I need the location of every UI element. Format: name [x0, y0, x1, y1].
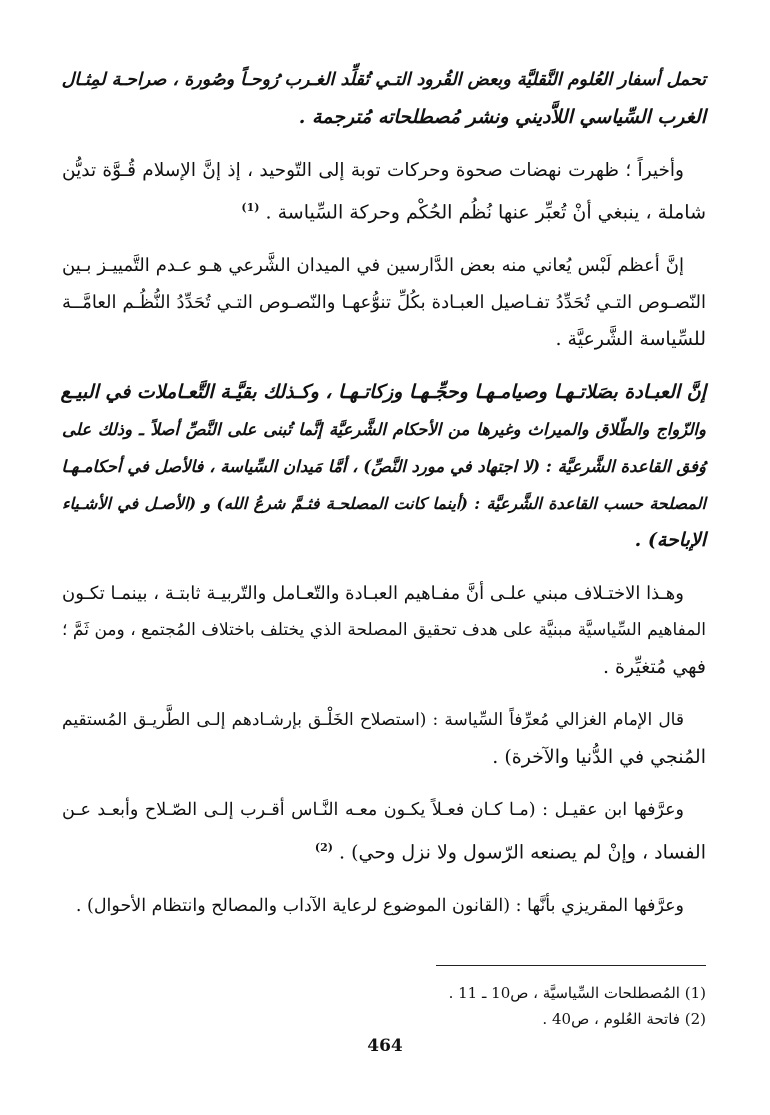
text-line	[62, 189, 706, 231]
text-line: قال الإمام الغزالي مُعرِّفاً السِّياسة : (استصلاح الخَلْـق بإرشـادهم إلـى الطَّريـق المُستقيم	[62, 710, 684, 731]
text-line	[62, 829, 706, 871]
paragraph-5	[62, 575, 706, 686]
text-line: للسِّياسة الشَّرعيَّة .	[555, 328, 706, 351]
text-line: المُنجي في الدُّنيا والآخرة) .	[492, 746, 706, 769]
text-line: وعرَّفها ابن عقيـل : (مـا كـان فعـلاً يكـون معـه النَّـاس أقـرب إلـى الصّـلاح وأبعـد عـن	[62, 800, 684, 821]
paragraph-6	[62, 702, 706, 776]
text-segment: شاملة ، ينبغي أنْ تُعبِّر عنها نُظُم الحُكْم وحركة السِّياسة .	[265, 201, 706, 224]
paragraph-1	[62, 62, 706, 136]
text-line: المصلحة حسب القاعدة الشَّرعيَّة : (أينما كانت المصلحـة فثـمَّ شرعُ الله) و (الأصـل في الأشـياء	[62, 494, 706, 514]
paragraph-4	[62, 374, 706, 559]
footnote-ref-1: (1)	[241, 201, 260, 214]
page-number: 464	[367, 1036, 403, 1056]
text-line: وعرَّفها المقريزي بأنَّها : (القانون الموضوع لرعاية الآداب والمصالح وانتظام الأحوال) .	[75, 895, 684, 916]
text-line: الغرب السِّياسي اللاَّديني ونشر مُصطلحاته مُترجمة .	[298, 106, 706, 128]
footnote-divider	[436, 965, 706, 966]
text-line: الإباحة) .	[634, 529, 706, 552]
paragraph-8	[62, 888, 706, 925]
paragraph-7	[62, 792, 706, 871]
text-line: النّصـوص التـي تُحَدِّدُ تفـاصيل العبـادة بكُلِّ تنوُّعهـا والنّصـوص التـي تُحَدِّدُ النُّظُـم العامَّــة	[62, 292, 706, 314]
page-body	[62, 62, 706, 941]
text-line: وأخيراً ؛ ظهرت نهضات صحوة وحركات توبة إلى التّوحيد ، إذ إنَّ الإسلام قُـوَّة تديُّن	[62, 160, 684, 181]
text-line: إنَّ العبـادة بصَلاتـهـا وصيامـهـا وحجِّـهـا وزكاتـهـا ، وكـذلك بقيَّـة التَّعـاملات في البيـع	[60, 381, 706, 404]
text-segment: الفساد ، وإنْ لم يصنعه الرّسول ولا نزل وحي) .	[339, 841, 706, 864]
text-line: إنَّ أعظم لَبْس يُعاني منه بعض الدَّارسين في الميدان الشَّرعي هـو عـدم التَّمييـز بـين	[62, 255, 684, 277]
footnotes	[380, 980, 706, 1032]
text-line: المفاهيم السِّياسيَّة مبنيَّة على هدف تحقيق المصلحة الذي يختلف باختلاف المُجتمع ، ومن ثَمَّ ؛	[62, 620, 706, 641]
footnote-ref-2: (2)	[314, 841, 333, 855]
text-line: تحمل أسفار العُلوم النَّقليَّة وبعض القُرود التـي تُقلِّد الغـرب رُوحـاً وصُورة ، صراحـة لمِثـال	[61, 70, 706, 90]
text-line: والزّواج والطّلاق والميراث وغيرها من الأحكام الشَّرعيَّة إنَّما تُبنى على النَّصِّ أصلاً ـ وذلك على	[62, 420, 706, 440]
footnote-2: (2) فاتحة العُلوم ، ص40 .	[542, 1010, 706, 1028]
paragraph-3	[62, 247, 706, 358]
text-line: وُفق القاعدة الشَّرعيَّة : (لا اجتهاد في مورد النَّصِّ) ، أمَّا مَيدان السِّياسة ، فالأصل في أحكامـهـا	[61, 457, 706, 477]
text-line: وهـذا الاختـلاف مبني علـى أنَّ مفـاهيم العبـادة والتّعـامل والتّربيـة ثابتـة ، بينمـا تكـون	[62, 583, 684, 605]
footnote-1: (1) المُصطلحات السِّياسيَّة ، ص10 ـ 11 .	[448, 984, 706, 1002]
text-line: فهي مُتغيِّرة .	[602, 656, 706, 679]
paragraph-2	[62, 152, 706, 231]
